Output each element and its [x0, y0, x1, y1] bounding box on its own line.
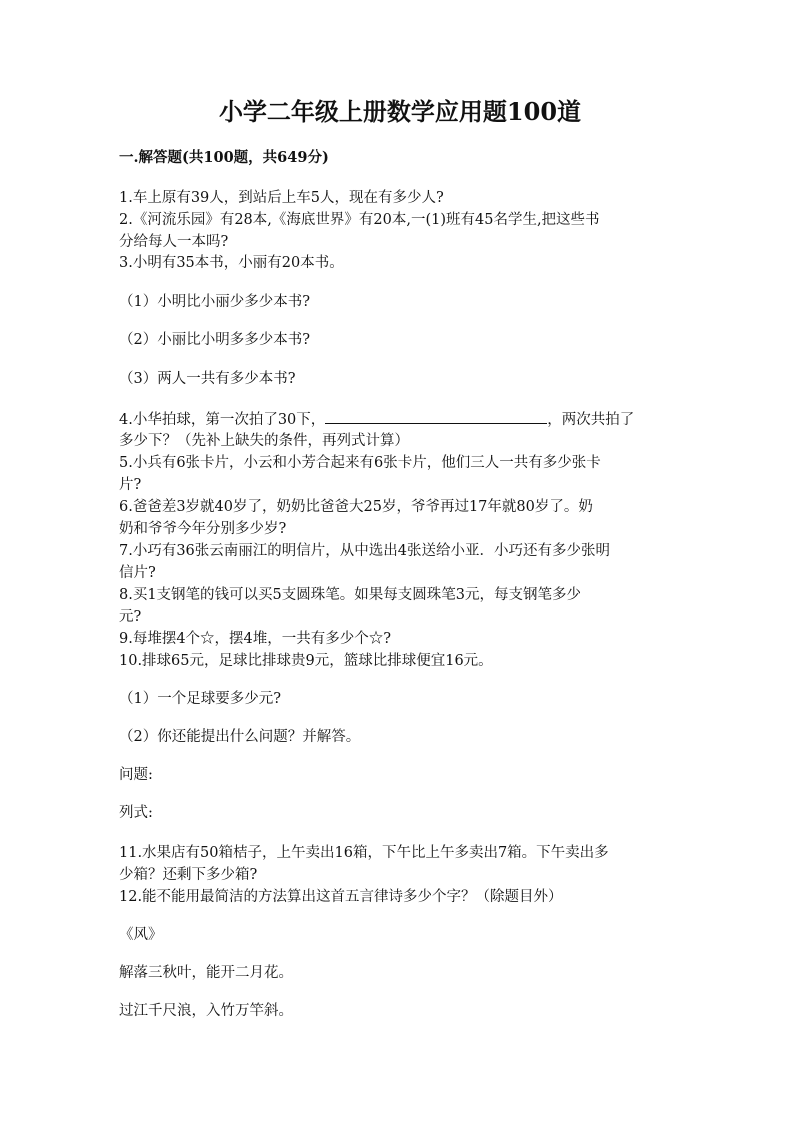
question-4-line-1 — [119, 408, 689, 431]
question-4-after-blank: ，两次共拍了 — [547, 412, 635, 428]
answer-blank[interactable] — [325, 408, 547, 424]
question-6-line-1: 6.爸爸差3岁就40岁了，奶奶比爸爸大25岁，爷爷再过17年就80岁了。奶 — [119, 499, 593, 515]
question-10: 10.排球65元，足球比排球贵9元，篮球比排球便宜16元。 — [119, 653, 493, 669]
question-4-line-2: 多少下？（先补上缺失的条件，再列式计算） — [119, 433, 409, 449]
page-title: 小学二年级上册数学应用题100道 — [218, 97, 582, 126]
poem-line-1: 解落三秋叶，能开二月花。 — [119, 965, 293, 981]
question-3-part-3: （3）两人一共有多少本书? — [119, 371, 296, 387]
question-label: 问题: — [119, 767, 153, 783]
question-3-part-1: （1）小明比小丽少多少本书? — [119, 294, 310, 310]
poem-title: 《风》 — [119, 927, 163, 943]
question-3-part-2: （2）小丽比小明多多少本书? — [119, 332, 310, 348]
question-12: 12.能不能用最简洁的方法算出这首五言律诗多少个字？（除题目外） — [119, 889, 563, 905]
question-11-line-1: 11.水果店有50箱桔子，上午卖出16箱，下午比上午多卖出7箱。下午卖出多 — [119, 845, 609, 861]
question-5-line-2: 片? — [119, 477, 142, 493]
question-7-line-2: 信片? — [119, 565, 156, 581]
question-1: 1.车上原有39人，到站后上车5人，现在有多少人? — [119, 190, 444, 206]
question-7-line-1: 7.小巧有36张云南丽江的明信片，从中选出4张送给小亚．小巧还有多少张明 — [119, 543, 611, 559]
question-8-line-2: 元? — [119, 609, 142, 625]
question-10-part-1: （1）一个足球要多少元? — [119, 691, 281, 707]
question-11-line-2: 少箱？还剩下多少箱? — [119, 867, 258, 883]
formula-label: 列式: — [119, 805, 153, 821]
question-8-line-1: 8.买1支钢笔的钱可以买5支圆珠笔。如果每支圆珠笔3元，每支钢笔多少 — [119, 587, 582, 603]
question-2-line-2: 分给每人一本吗? — [119, 234, 229, 250]
poem-line-2: 过江千尺浪，入竹万竿斜。 — [119, 1003, 293, 1019]
question-10-part-2: （2）你还能提出什么问题？并解答。 — [119, 729, 361, 745]
question-5-line-1: 5.小兵有6张卡片，小云和小芳合起来有6张卡片，他们三人一共有多少张卡 — [119, 455, 601, 471]
section-heading: 一.解答题(共100题，共649分) — [119, 149, 329, 166]
question-6-line-2: 奶和爷爷今年分别多少岁? — [119, 521, 287, 537]
question-4-before-blank: 4.小华拍球，第一次拍了30下， — [119, 412, 326, 428]
question-2-line-1: 2.《河流乐园》有28本,《海底世界》有20本,一(1)班有45名学生,把这些书 — [119, 212, 600, 228]
question-3: 3.小明有35本书，小丽有20本书。 — [119, 255, 344, 271]
question-9: 9.每堆摆4个☆，摆4堆，一共有多少个☆? — [119, 631, 392, 647]
